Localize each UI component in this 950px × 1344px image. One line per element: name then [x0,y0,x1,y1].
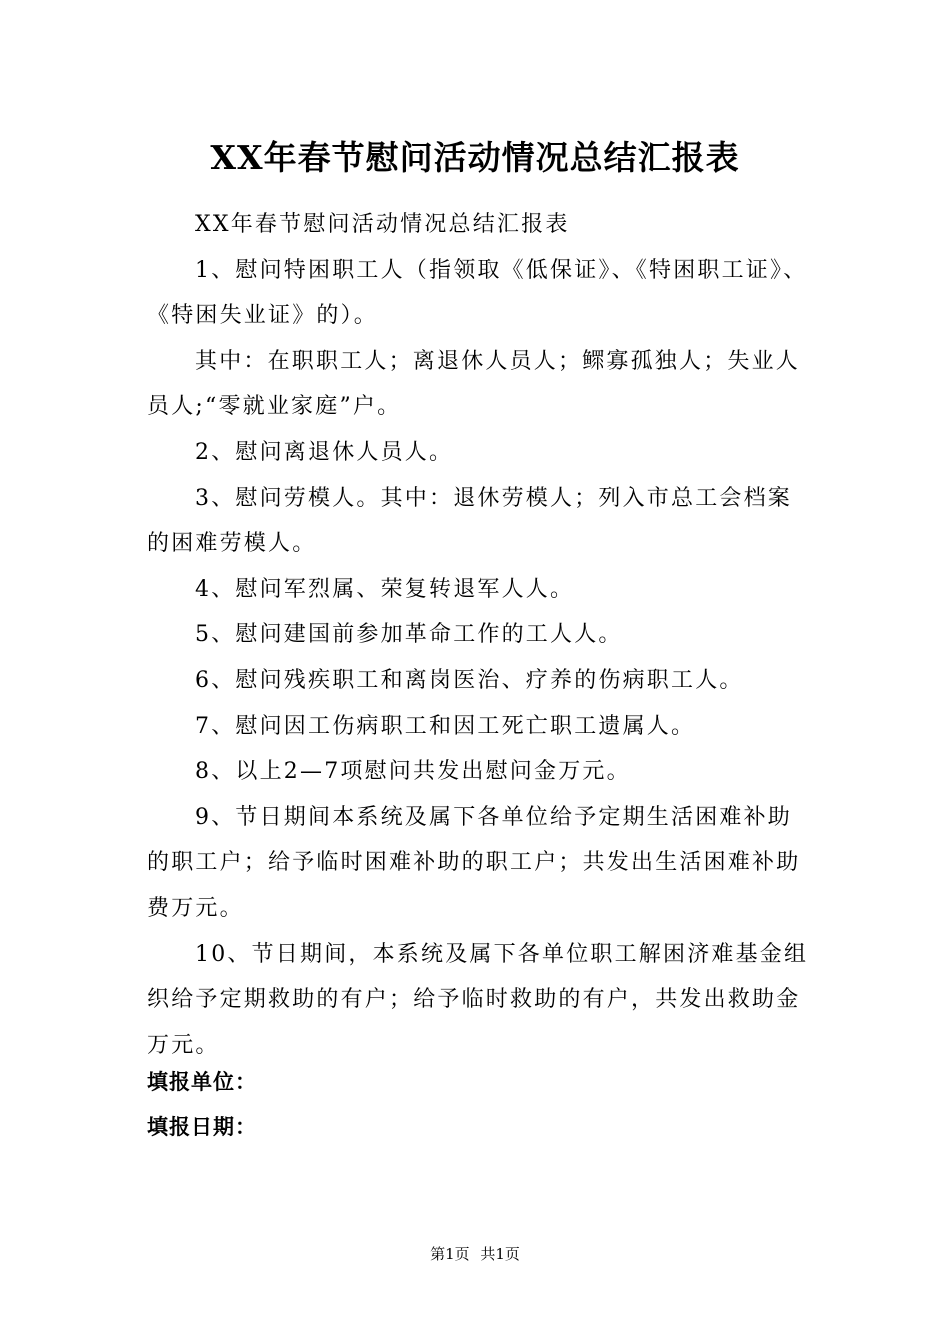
paragraph-item-5: 5、慰问建国前参加革命工作的工人人。 [195,622,623,648]
paragraph-subtitle: XX年春节慰问活动情况总结汇报表 [195,212,570,237]
unit-field-label: 填报单位： [147,1070,257,1094]
paragraph-item-6: 6、慰问残疾职工和离岗医治、疗养的伤病职工人。 [195,667,744,693]
paragraph-item-1-detail: 其中：在职职工人；离退休人员人；鳏寡孤独人；失业人员人;“零就业家庭”户。 [147,348,801,420]
paragraph-item-2: 2、慰问离退休人员人。 [195,439,454,465]
paragraph-item-7: 7、慰问因工伤病职工和因工死亡职工遗属人。 [195,713,696,739]
document-title: XX年春节慰问活动情况总结汇报表 [210,138,740,177]
paragraph-item-9: 9、节日期间本系统及属下各单位给予定期生活困难补助的职工户；给予临时困难补助的职工户；共发出生活困难补助费万元。 [147,804,801,921]
date-field-label: 填报日期： [147,1115,257,1139]
page-number-total: 共1页 [480,1245,520,1263]
paragraph-item-4: 4、慰问军烈属、荣复转退军人人。 [195,576,575,602]
page-number-current: 第1页 [430,1245,470,1263]
paragraph-item-1: 1、慰问特困职工人（指领取《低保证》、《特困职工证》、《特困失业证》的）。 [147,257,808,329]
page-footer [0,1244,950,1264]
paragraph-item-3: 3、慰问劳模人。其中：退休劳模人；列入市总工会档案的困难劳模人。 [147,485,792,557]
paragraph-item-8: 8、以上2—7项慰问共发出慰问金万元。 [195,759,631,785]
paragraph-item-10: 10、节日期间，本系统及属下各单位职工解困济难基金组织给予定期救助的有户；给予临时救助的有户，共发出救助金万元。 [147,941,809,1058]
document-body [147,202,812,1068]
form-fields [147,1060,812,1150]
